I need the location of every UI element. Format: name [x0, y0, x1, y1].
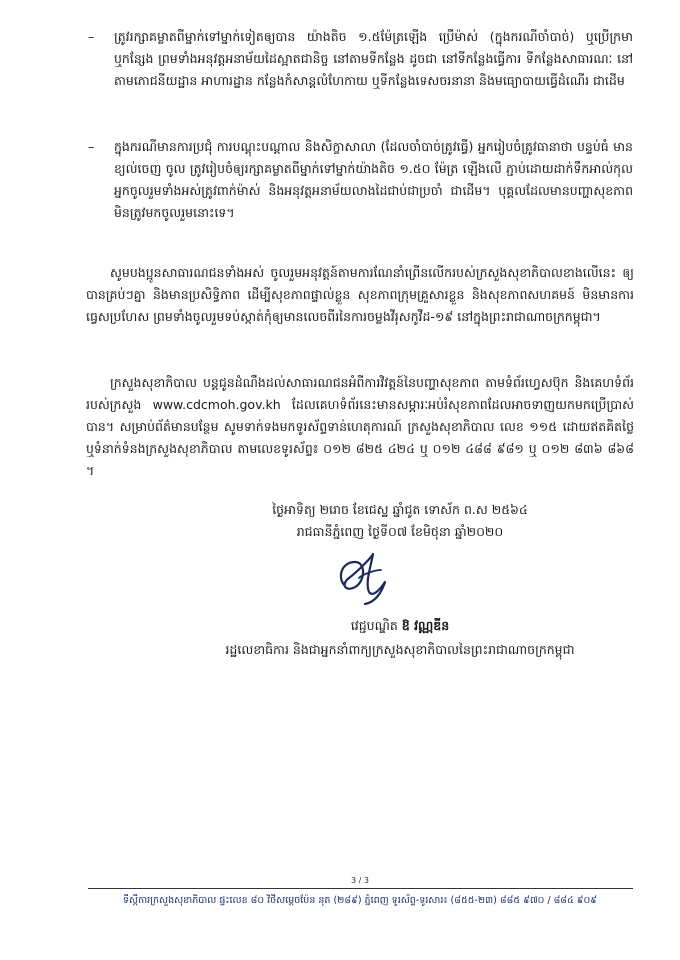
date-solar: រាជធានីភ្នំពេញ ថ្ងៃទី០៧ ខែមិថុនា ឆ្នាំ២០២០ — [296, 524, 504, 539]
bullet-text: ក្នុងករណីមានការប្រជុំ ការបណ្តុះបណ្តាល និងសិក្ខាសាលា (ដែលចាំបាច់ត្រូវធ្វើ) អ្នករៀបចំត្រូវធានាថា បន្ទប់ធំ មានខ្យល់ចេញ ចូល ត្រូវរៀបចំឲ្យរក្សាគម្លាតពីម្នាក់ទៅម្នាក់យ៉ាងតិច ១.៥០ ម៉ែត្រ ឡើងលើ ភ្ជាប់ដោយដាក់ទឹកអាល់កុល អ្នកចូលរួមទាំងអស់ត្រូវពាក់ម៉ាស់ និងអនុវត្តអនាម័យលាងដៃជាប់ជាប្រចាំ ជាដើម។ បុគ្គលដែលមានបញ្ហាសុខភាព មិនត្រូវមកចូលរួមនោះទេ។ — [114, 139, 633, 220]
paragraph-advice: សូមបងប្អូនសាធារណជនទាំងអស់ ចូលរួមអនុវត្តន៍តាមការណែនាំព្រើនលើករបស់ក្រសួងសុខាភិបាលខាងលើនេះ ឲ្យបានគ្រប់ៗគ្នា និងមានប្រសិទ្ធិភាព ដើម្បីសុខភាពផ្ទាល់ខ្លួន សុខភាពក្រុមគ្រួសារខ្លួន និងសុខភាពសហគមន៍ មិនមានការធ្វេសប្រហែស ព្រមទាំងចូលរួមទប់ស្កាត់កុំឲ្យមានលេចពីរនៃការចម្លងវីរុសកូវីដ-១៩ នៅក្នុងព្រះរាជាណាចក្រកម្ពុជា។ — [86, 265, 634, 324]
signer-name-line — [200, 616, 600, 636]
bullet-dash: – — [88, 139, 95, 154]
footer-divider — [88, 888, 633, 889]
signer-name: ឱ វណ្ណឌីន — [401, 618, 450, 633]
signature-image — [315, 548, 405, 608]
page-number: 3 / 3 — [351, 876, 369, 885]
bullet-item — [88, 26, 633, 92]
signer-title-prefix: វេជ្ជបណ្ឌិត — [350, 618, 398, 633]
signer-position: រដ្ឋលេខាធិការ និងជាអ្នកនាំពាក្យក្រសួងសុខាភិបាលនៃព្រះរាជាណាចក្រកម្ពុជា — [225, 642, 575, 657]
bullet-text: ត្រូវរក្សាគម្លាតពីម្នាក់ទៅម្នាក់ទៀតឲ្យបាន យ៉ាងតិច ១.៥ម៉ែត្រឡើង ប្រើម៉ាស់ (ក្នុងករណីចាំបាច់) ឬប្រើក្រមា ឬកន្សែង ព្រមទាំងអនុវត្តអនាម័យដៃស្អាតជានិច្ច នៅតាមទីកន្លែង ដូចជា នៅទីកន្លែងធ្វើការ ទីកន្លែងសាធារណៈ នៅតាមភោជនីយដ្ឋាន អាហារដ្ឋាន កន្លែងកំសាន្តលំហែកាយ ឬទីកន្លែងទេសចរនានា និងមធ្យោបាយធ្វើដំណើរ ជាដើម — [114, 29, 633, 88]
paragraph-contact: ក្រសួងសុខាភិបាល បន្តជូនដំណឹងដល់សាធារណជនអំពីការវិវត្តន៍នៃបញ្ហាសុខភាព តាមទំព័រហ្វេសប៊ុក និងគេហទំព័ររបស់ក្រសួង www.cdcmoh.gov.kh ដែលគេហទំព័រនេះមានសម្ភារៈអប់រំសុខភាពដែលអាចទាញយកមកប្រើប្រាស់បាន។ សម្រាប់ព័ត៌មានបន្ថែម សូមទាក់ទងមកទូរស័ព្ទទាន់ហេតុការណ៍ ក្រសួងសុខាភិបាល លេខ ១១៥ ដោយឥតគិតថ្លៃ ឬទំនាក់ទំនងក្រសួងសុខាភិបាល តាមលេខទូរស័ព្ទ៖ ០១២ ៨២៥ ៤២៤ ឬ ០១២ ៤៨៨ ៩៨១ ឬ ០១២ ៨៣៦ ៨៦៨ ។ — [86, 375, 634, 478]
date-lunar: ថ្ងៃអាទិត្យ ២រោច ខែជេស្ឋ ឆ្នាំជូត ទោស័ក ព.ស ២៥៦៤ — [272, 502, 528, 517]
footer-address: ទីស្តីការក្រសួងសុខាភិបាល ផ្ទះលេខ ៨០ វិថីសម្តេចប៉ែន នុត (២៨៩) ភ្នំពេញ ទូរស័ព្ទ-ទូរសារ៖ (៨៥៥-២៣) ៨៨៥ ៩៧០ / ៨៨៤ ៩០៩ — [123, 895, 597, 906]
bullet-item — [88, 136, 633, 224]
bullet-dash: – — [88, 29, 95, 44]
